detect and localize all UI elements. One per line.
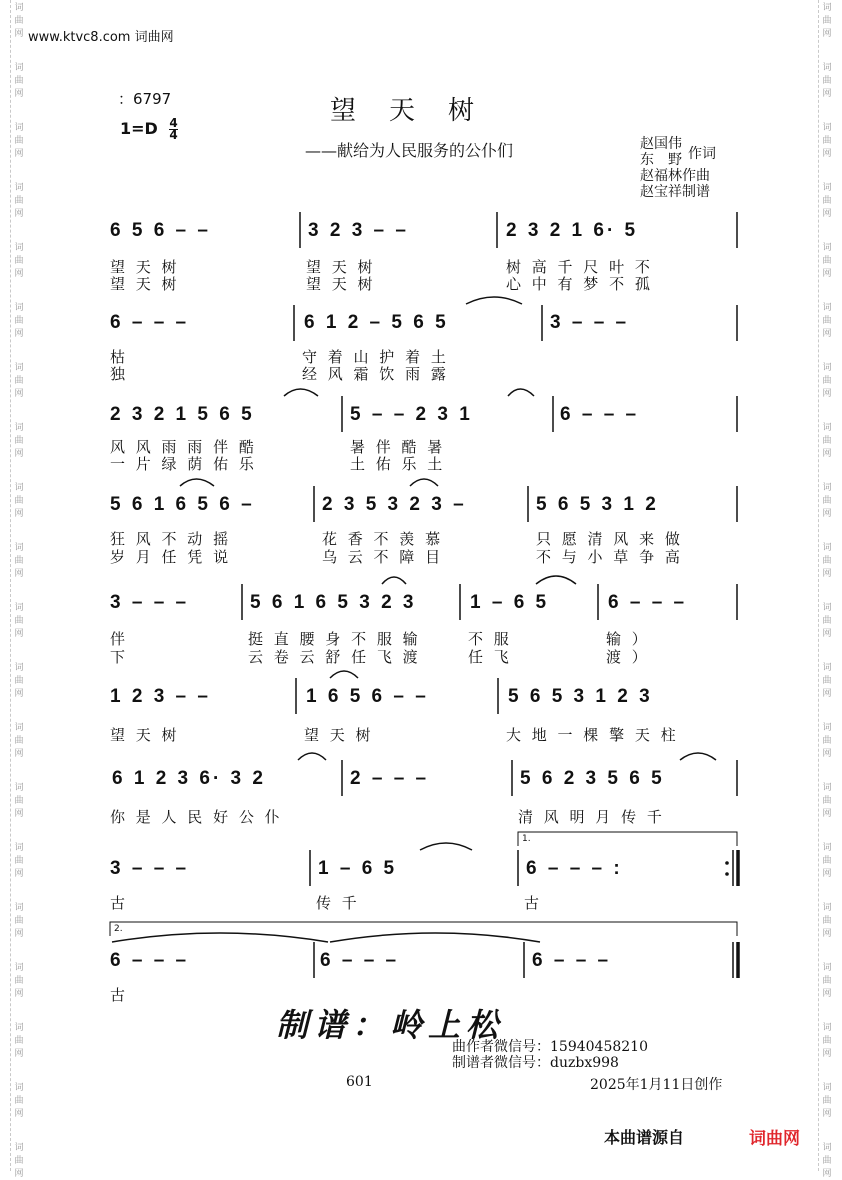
watermark-glyph: 词 (822, 543, 832, 553)
row3-lyrics2-m2: 土 佑 乐 土 (350, 455, 446, 473)
row1-measure1-notes: 6 5 6 – – (110, 220, 211, 241)
key-signature: 1=D $\frac{4}{4}$ (120, 116, 178, 142)
row4-measure1-notes: 5 6 1 6 5 6 – (110, 494, 255, 515)
watermark-glyph: 曲 (14, 1096, 24, 1106)
row7-lyrics-m3: 清 风 明 月 传 千 (518, 808, 665, 826)
row9-measure3-notes: 6 – – – (532, 950, 612, 971)
watermark-glyph: 词 (14, 783, 24, 793)
composer-credit: 赵福林作曲 (640, 168, 710, 184)
row5-measure2-notes: 5 6 1 6 5 3 2 3 (250, 592, 417, 613)
watermark-glyph: 网 (14, 749, 24, 759)
watermark-glyph: 曲 (822, 676, 832, 686)
row5-lyrics1-m2: 挺 直 腰 身 不 服 输 (248, 630, 421, 648)
row4-lyrics2-m2: 乌 云 不 障 目 (322, 548, 444, 566)
watermark-glyph: 词 (14, 423, 24, 433)
row9-lyrics-m1: 古 (110, 986, 129, 1004)
watermark-glyph: 曲 (822, 616, 832, 626)
watermark-glyph: 词 (14, 1143, 24, 1153)
row1-measure2-notes: 3 2 3 – – (308, 220, 409, 241)
watermark-glyph: 网 (822, 989, 832, 999)
watermark-glyph: 网 (14, 29, 24, 39)
watermark-glyph: 曲 (822, 976, 832, 986)
row8-measure3-notes: 6 – – – : (526, 858, 623, 879)
watermark-glyph: 曲 (822, 436, 832, 446)
watermark-glyph: 曲 (822, 76, 832, 86)
watermark-glyph: 词 (822, 3, 832, 13)
slur (382, 577, 406, 584)
row6-measure2-notes: 1 6 5 6 – – (306, 686, 429, 707)
watermark-glyph: 词 (822, 1083, 832, 1093)
row1-lyrics2-m2: 望 天 树 (306, 275, 376, 293)
watermark-glyph: 词 (822, 63, 832, 73)
page-number: 601 (346, 1074, 373, 1090)
site-url[interactable]: www.ktvc8.com 词曲网 (28, 30, 174, 45)
song-id-number: ：6797 (118, 90, 172, 108)
watermark-glyph: 词 (14, 903, 24, 913)
watermark-glyph: 词 (822, 783, 832, 793)
watermark-glyph: 词 (822, 303, 832, 313)
slur (410, 479, 438, 486)
volta-1-label: 1. (522, 834, 531, 844)
row2-lyrics2-m2: 经 风 霜 饮 雨 露 (302, 365, 449, 383)
source-label: 本曲谱源自 (604, 1128, 685, 1147)
row3-measure1-notes: 2 3 2 1 5 6 5 (110, 404, 255, 425)
row2-lyrics1-m1: 枯 (110, 348, 129, 366)
slur (420, 843, 472, 850)
row1-lyrics1-m3: 树 高 千 尺 叶 不 (506, 258, 653, 276)
watermark-glyph: 词 (822, 603, 832, 613)
watermark-glyph: 曲 (822, 916, 832, 926)
watermark-glyph: 曲 (14, 136, 24, 146)
row7-measure2-notes: 2 – – – (350, 768, 430, 789)
watermark-glyph: 曲 (14, 436, 24, 446)
watermark-glyph: 网 (14, 929, 24, 939)
composer-wechat: 曲作者微信号：15940458210 (452, 1039, 648, 1055)
row8-lyrics-m2: 传 千 (316, 894, 360, 912)
watermark-glyph: 曲 (14, 1156, 24, 1166)
watermark-glyph: 网 (14, 89, 24, 99)
row2-measure2-notes: 6 1 2 – 5 6 5 (304, 312, 449, 333)
watermark-glyph: 词 (822, 423, 832, 433)
volta-2-label: 2. (114, 924, 123, 934)
row1-lyrics1-m2: 望 天 树 (306, 258, 376, 276)
watermark-glyph: 网 (822, 1109, 832, 1119)
row1-measure3-notes: 2 3 2 1 6· 5 (506, 220, 639, 241)
creation-date: 2025年1月11日创作 (590, 1077, 723, 1093)
watermark-glyph: 词 (14, 1023, 24, 1033)
watermark-glyph: 曲 (14, 1036, 24, 1046)
row4-measure3-notes: 5 6 5 3 1 2 (536, 494, 659, 515)
row2-lyrics2-m1: 独 (110, 365, 129, 383)
slur (536, 576, 576, 584)
row5-lyrics1-m4: 输 ） (606, 630, 650, 648)
slur (180, 479, 214, 486)
row6-lyrics-m2: 望 天 树 (304, 726, 374, 744)
slur (112, 933, 328, 942)
watermark-glyph: 词 (822, 843, 832, 853)
watermark-glyph: 网 (822, 269, 832, 279)
watermark-glyph: 网 (822, 209, 832, 219)
source-brand-link[interactable]: 词曲网 (749, 1129, 800, 1149)
watermark-glyph: 网 (822, 809, 832, 819)
row9-measure1-notes: 6 – – – (110, 950, 190, 971)
watermark-glyph: 网 (14, 1169, 24, 1179)
watermark-glyph: 词 (822, 1143, 832, 1153)
watermark-glyph: 词 (822, 243, 832, 253)
watermark-glyph: 网 (14, 1049, 24, 1059)
row5-lyrics2-m3: 任 飞 (468, 648, 512, 666)
watermark-glyph: 网 (14, 509, 24, 519)
watermark-glyph: 网 (822, 569, 832, 579)
watermark-glyph: 词 (14, 363, 24, 373)
row1-lyrics2-m3: 心 中 有 梦 不 孤 (506, 275, 653, 293)
row4-lyrics2-m3: 不 与 小 草 争 高 (536, 548, 683, 566)
arranger-signature: 制谱：岭上松 (276, 1006, 505, 1044)
watermark-glyph: 词 (14, 243, 24, 253)
watermark-glyph: 词 (14, 3, 24, 13)
slur (466, 297, 522, 304)
row3-lyrics2-m1: 一 片 绿 荫 佑 乐 (110, 455, 257, 473)
row5-lyrics1-m3: 不 服 (468, 630, 512, 648)
watermark-glyph: 词 (822, 963, 832, 973)
watermark-glyph: 词 (14, 1083, 24, 1093)
row8-measure1-notes: 3 – – – (110, 858, 190, 879)
watermark-glyph: 网 (822, 1169, 832, 1179)
watermark-glyph: 网 (14, 569, 24, 579)
row5-lyrics2-m4: 渡 ） (606, 648, 650, 666)
watermark-glyph: 曲 (822, 376, 832, 386)
row3-lyrics1-m2: 暑 伴 酷 暑 (350, 438, 446, 456)
watermark-glyph: 曲 (14, 316, 24, 326)
watermark-glyph: 词 (14, 123, 24, 133)
watermark-glyph: 曲 (14, 256, 24, 266)
slur (298, 753, 326, 760)
row5-measure3-notes: 1 – 6 5 (470, 592, 550, 613)
watermark-glyph: 网 (14, 449, 24, 459)
lyricist-credit: 赵国伟 东 野 (640, 136, 682, 168)
watermark-glyph: 曲 (822, 1036, 832, 1046)
repeat-dot (725, 861, 729, 865)
watermark-glyph: 曲 (822, 1156, 832, 1166)
watermark-glyph: 词 (14, 543, 24, 553)
repeat-dot (725, 872, 729, 876)
watermark-glyph: 网 (14, 809, 24, 819)
lyric-suffix: 作词 (688, 146, 716, 162)
row6-measure3-notes: 5 6 5 3 1 2 3 (508, 686, 653, 707)
watermark-glyph: 词 (14, 483, 24, 493)
volta-1-bracket (518, 832, 737, 846)
row8-lyrics-m3: 古 (524, 894, 543, 912)
watermark-glyph: 曲 (822, 136, 832, 146)
row6-lyrics-m1: 望 天 树 (110, 726, 180, 744)
watermark-glyph: 曲 (822, 796, 832, 806)
row4-lyrics1-m3: 只 愿 清 风 来 做 (536, 530, 683, 548)
watermark-glyph: 网 (14, 269, 24, 279)
row2-measure1-notes: 6 – – – (110, 312, 190, 333)
row5-measure4-notes: 6 – – – (608, 592, 688, 613)
watermark-glyph: 网 (822, 869, 832, 879)
watermark-glyph: 曲 (822, 16, 832, 26)
row2-measure3-notes: 3 – – – (550, 312, 630, 333)
arranger-wechat: 制谱者微信号：duzbx998 (452, 1055, 619, 1071)
slur (284, 389, 318, 396)
watermark-glyph: 曲 (822, 496, 832, 506)
watermark-glyph: 词 (822, 903, 832, 913)
row5-lyrics1-m1: 伴 (110, 630, 129, 648)
watermark-glyph: 网 (822, 149, 832, 159)
row7-lyrics-m1: 你 是 人 民 好 公 仆 (110, 808, 283, 826)
watermark-glyph: 网 (822, 629, 832, 639)
row3-lyrics1-m1: 风 风 雨 雨 伴 酷 (110, 438, 257, 456)
watermark-glyph: 网 (822, 389, 832, 399)
song-subtitle: ——献给为人民服务的公仆们 (305, 141, 514, 160)
row6-measure1-notes: 1 2 3 – – (110, 686, 211, 707)
watermark-glyph: 网 (822, 929, 832, 939)
row6-lyrics-m3: 大 地 一 棵 擎 天 柱 (506, 726, 679, 744)
watermark-glyph: 词 (14, 603, 24, 613)
row4-lyrics1-m1: 狂 风 不 动 摇 (110, 530, 232, 548)
watermark-glyph: 词 (14, 963, 24, 973)
watermark-glyph: 曲 (822, 556, 832, 566)
watermark-glyph: 曲 (14, 16, 24, 26)
watermark-glyph: 曲 (14, 916, 24, 926)
watermark-glyph: 曲 (822, 196, 832, 206)
watermark-glyph: 网 (822, 329, 832, 339)
watermark-glyph: 网 (14, 689, 24, 699)
watermark-glyph: 曲 (14, 616, 24, 626)
watermark-glyph: 曲 (14, 796, 24, 806)
watermark-glyph: 网 (14, 1109, 24, 1119)
row3-measure2-notes: 5 – – 2 3 1 (350, 404, 473, 425)
watermark-glyph: 曲 (14, 376, 24, 386)
slur (330, 933, 540, 942)
song-title: 望天树 (330, 96, 508, 126)
arranger-credit: 赵宝祥制谱 (640, 184, 710, 200)
row4-lyrics2-m1: 岁 月 任 凭 说 (110, 548, 232, 566)
watermark-glyph: 词 (14, 183, 24, 193)
row5-lyrics2-m1: 下 (110, 648, 129, 666)
watermark-glyph: 曲 (822, 316, 832, 326)
watermark-glyph: 词 (14, 303, 24, 313)
slur (508, 389, 534, 396)
row2-lyrics1-m2: 守 着 山 护 着 土 (302, 348, 449, 366)
watermark-glyph: 曲 (14, 556, 24, 566)
row9-measure2-notes: 6 – – – (320, 950, 400, 971)
row1-lyrics2-m1: 望 天 树 (110, 275, 180, 293)
watermark-glyph: 网 (822, 89, 832, 99)
watermark-glyph: 曲 (14, 856, 24, 866)
watermark-glyph: 词 (822, 123, 832, 133)
watermark-glyph: 词 (822, 723, 832, 733)
watermark-glyph: 网 (14, 389, 24, 399)
watermark-glyph: 网 (822, 749, 832, 759)
row8-lyrics-m1: 古 (110, 894, 129, 912)
watermark-glyph: 网 (14, 209, 24, 219)
watermark-glyph: 曲 (14, 736, 24, 746)
watermark-glyph: 曲 (14, 196, 24, 206)
time-signature: $\frac{4}{4}$ (169, 116, 178, 142)
watermark-glyph: 词 (822, 1023, 832, 1033)
watermark-glyph: 网 (822, 509, 832, 519)
watermark-glyph: 词 (14, 63, 24, 73)
watermark-glyph: 网 (822, 1049, 832, 1059)
watermark-glyph: 曲 (14, 676, 24, 686)
watermark-glyph: 网 (14, 329, 24, 339)
row8-measure2-notes: 1 – 6 5 (318, 858, 398, 879)
watermark-glyph: 曲 (822, 1096, 832, 1106)
row7-measure1-notes: 6 1 2 3 6· 3 2 (112, 768, 266, 789)
row5-measure1-notes: 3 – – – (110, 592, 190, 613)
watermark-glyph: 网 (14, 149, 24, 159)
watermark-glyph: 词 (14, 663, 24, 673)
row4-measure2-notes: 2 3 5 3 2 3 – (322, 494, 467, 515)
row7-measure3-notes: 5 6 2 3 5 6 5 (520, 768, 665, 789)
slur (330, 671, 358, 678)
watermark-glyph: 曲 (14, 76, 24, 86)
watermark-glyph: 网 (822, 689, 832, 699)
watermark-glyph: 网 (822, 449, 832, 459)
watermark-glyph: 曲 (14, 496, 24, 506)
row3-measure3-notes: 6 – – – (560, 404, 640, 425)
watermark-glyph: 曲 (822, 256, 832, 266)
watermark-glyph: 曲 (14, 976, 24, 986)
row5-lyrics2-m2: 云 卷 云 舒 任 飞 渡 (248, 648, 421, 666)
watermark-glyph: 网 (14, 989, 24, 999)
watermark-glyph: 词 (822, 183, 832, 193)
watermark-glyph: 词 (822, 663, 832, 673)
watermark-glyph: 词 (14, 843, 24, 853)
watermark-glyph: 网 (822, 29, 832, 39)
watermark-glyph: 曲 (822, 736, 832, 746)
row1-lyrics1-m1: 望 天 树 (110, 258, 180, 276)
row4-lyrics1-m2: 花 香 不 羡 慕 (322, 530, 444, 548)
watermark-glyph: 词 (822, 483, 832, 493)
watermark-glyph: 词 (14, 723, 24, 733)
watermark-glyph: 词 (822, 363, 832, 373)
watermark-glyph: 网 (14, 629, 24, 639)
watermark-glyph: 网 (14, 869, 24, 879)
watermark-glyph: 曲 (822, 856, 832, 866)
slur (680, 753, 716, 760)
